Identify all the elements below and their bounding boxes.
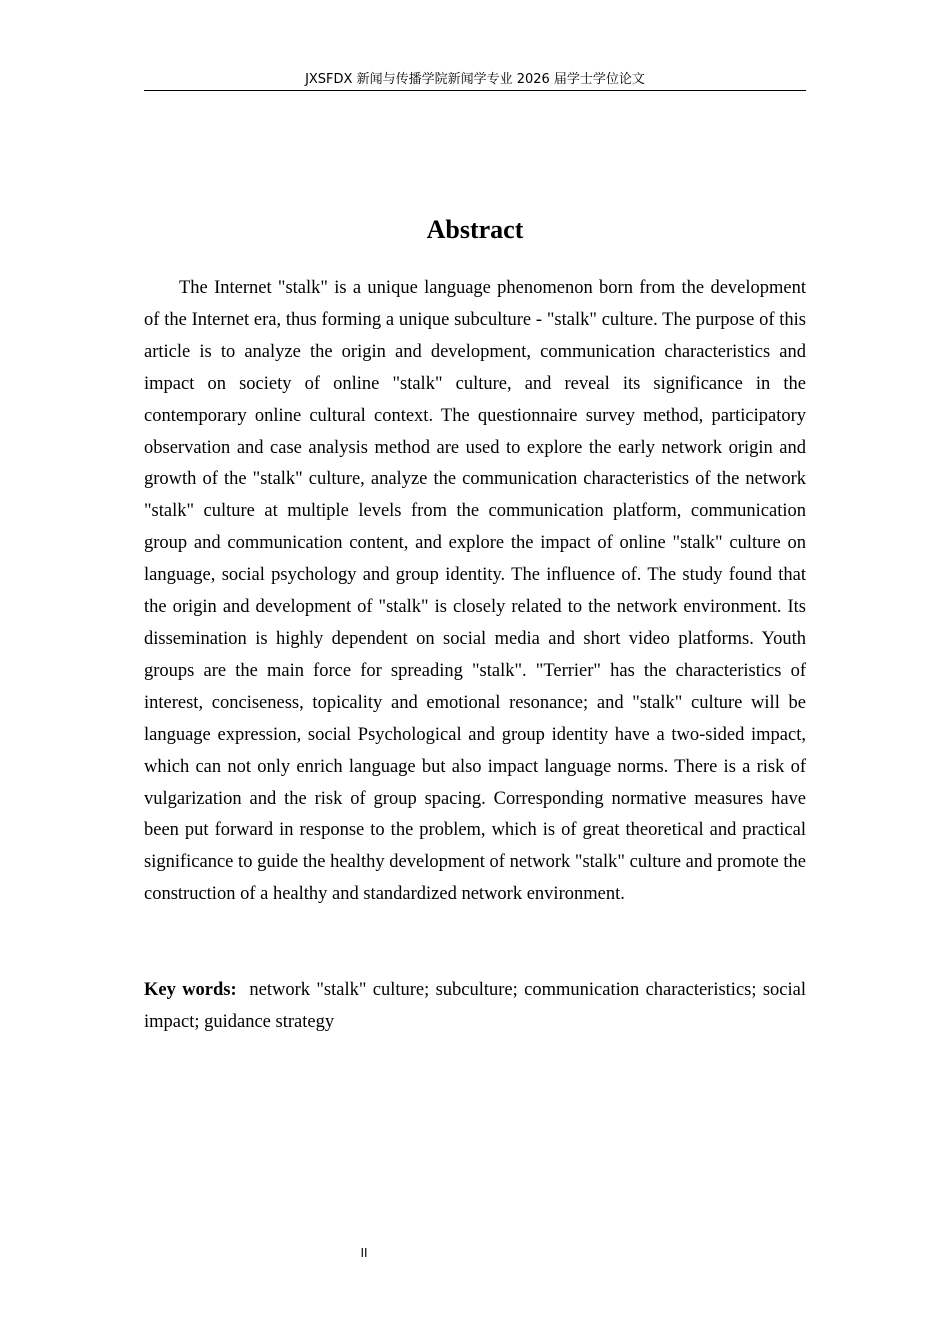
abstract-title: Abstract (426, 215, 524, 244)
keywords-text: network "stalk" culture; subculture; communication characteristics; social impact; guidance strategy (144, 980, 807, 1032)
keywords-paragraph (144, 975, 806, 1039)
header-rule (144, 90, 806, 91)
running-header: JXSFDX 新闻与传播学院新闻学专业 2026 届学士学位论文 (305, 72, 645, 87)
abstract-body: The Internet "stalk" is a unique language phenomenon born from the development of the Internet era, thus forming a unique subculture - "stalk" culture. The purpose of this article is to analyze the origin and development, communication characteristics and impact on society of online "stalk" culture, and reveal its significance in the contemporary online cultural context. The questionnaire survey method, participatory observation and case analysis method are used to explore the early network origin and growth of the "stalk" culture, analyze the communication characteristics of the network "stalk" culture at multiple levels from the communication platform, communication group and communication content, and explore the impact of online "stalk" culture on language, social psychology and group identity. The influence of. The study found that the origin and development of "stalk" is closely related to the network environment. Its dissemination is highly dependent on social media and short video platforms. Youth groups are the main force for spreading "stalk". "Terrier" has the characteristics of interest, conciseness, topicality and emotional resonance; and "stalk" culture will be language expression, social Psychological and group identity have a two-sided impact, which can not only enrich language but also impact language norms. There is a risk of vulgarization and the risk of group spacing. Corresponding normative measures have been put forward in response to the problem, which is of great theoretical and practical significance to guide the healthy development of network "stalk" culture and promote the construction of a healthy and standardized network environment. (144, 278, 806, 905)
page-number: II (360, 1246, 368, 1260)
keywords-label: Key words: (144, 980, 237, 1000)
